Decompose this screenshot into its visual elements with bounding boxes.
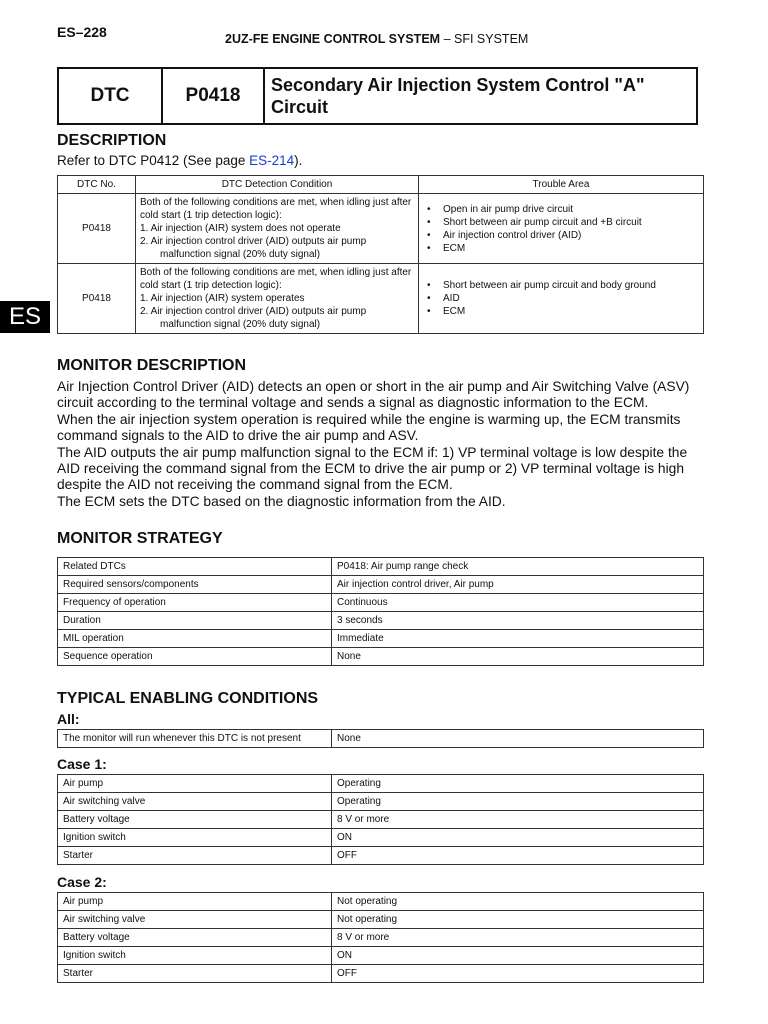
condition-value: Operating <box>332 793 704 811</box>
table-row <box>58 594 704 612</box>
table-row <box>58 911 704 929</box>
description-reference <box>57 153 302 168</box>
strategy-key: Related DTCs <box>58 558 332 576</box>
enabling-conditions-heading: TYPICAL ENABLING CONDITIONS <box>57 690 319 707</box>
strategy-value: Air injection control driver, Air pump <box>332 576 704 594</box>
strategy-value: Immediate <box>332 630 704 648</box>
condition-intro: Both of the following conditions are met, when idling just after cold start (1 trip detection logic): <box>140 267 412 291</box>
strategy-key: Frequency of operation <box>58 594 332 612</box>
dtc-title-box <box>57 67 698 125</box>
reference-suffix: ). <box>294 153 303 168</box>
trouble-area-item: • Open in air pump drive circuit <box>425 203 699 216</box>
table-header-row <box>58 176 704 194</box>
strategy-value: 3 seconds <box>332 612 704 630</box>
condition-value: Not operating <box>332 911 704 929</box>
trouble-area-cell <box>419 194 704 264</box>
table-row <box>58 648 704 666</box>
trouble-area-item: • Short between air pump circuit and body ground <box>425 279 699 292</box>
trouble-area-item: • ECM <box>425 242 699 255</box>
paragraph: Air Injection Control Driver (AID) detects an open or short in the air pump and Air Switching Valve (ASV) circuit according to the terminal voltage and sends a signal as diagnostic information to the ECM. <box>57 379 690 411</box>
strategy-key: Sequence operation <box>58 648 332 666</box>
all-label: All: <box>57 711 80 727</box>
condition-key: Battery voltage <box>58 929 332 947</box>
condition-intro: Both of the following conditions are met, when idling just after cold start (1 trip detection logic): <box>140 197 412 221</box>
condition-item: 2. Air injection control driver (AID) outputs air pump malfunction signal (20% duty signal) <box>140 306 367 330</box>
trouble-area-item: • Air injection control driver (AID) <box>425 229 699 242</box>
trouble-area-item: • Short between air pump circuit and +B circuit <box>425 216 699 229</box>
condition-key: Air switching valve <box>58 911 332 929</box>
table-row <box>58 929 704 947</box>
condition-item: 1. Air injection (AIR) system operates <box>140 293 305 304</box>
condition-value: 8 V or more <box>332 811 704 829</box>
strategy-key: MIL operation <box>58 630 332 648</box>
table-row <box>58 576 704 594</box>
col-detection-condition: DTC Detection Condition <box>136 176 419 194</box>
condition-key: Air switching valve <box>58 793 332 811</box>
monitor-description-heading: MONITOR DESCRIPTION <box>57 357 247 374</box>
dtc-code-cell: P0418 <box>58 194 136 264</box>
enabling-all-table <box>57 729 704 748</box>
condition-key: Air pump <box>58 775 332 793</box>
condition-value: Operating <box>332 775 704 793</box>
monitor-strategy-table <box>57 557 704 666</box>
table-row <box>58 730 704 748</box>
table-row <box>58 965 704 983</box>
condition-key: Ignition switch <box>58 829 332 847</box>
monitor-strategy-heading: MONITOR STRATEGY <box>57 530 223 547</box>
col-dtc-no: DTC No. <box>58 176 136 194</box>
condition-key: The monitor will run whenever this DTC is not present <box>58 730 332 748</box>
strategy-key: Required sensors/components <box>58 576 332 594</box>
condition-value: ON <box>332 947 704 965</box>
strategy-value: Continuous <box>332 594 704 612</box>
reference-link[interactable]: ES-214 <box>249 153 295 168</box>
table-row <box>58 630 704 648</box>
condition-key: Starter <box>58 965 332 983</box>
table-row <box>58 194 704 264</box>
page-number: ES–228 <box>57 24 107 40</box>
case2-label: Case 2: <box>57 874 107 890</box>
paragraph: When the air injection system operation is required while the engine is warming up, the ECM transmits command signals to the AID to drive the air pump and ASV. <box>57 411 681 444</box>
condition-cell <box>136 194 419 264</box>
trouble-area-item: • ECM <box>425 305 699 318</box>
description-heading: DESCRIPTION <box>57 132 167 149</box>
trouble-area-cell <box>419 264 704 334</box>
dtc-detection-table <box>57 175 704 334</box>
table-row <box>58 893 704 911</box>
trouble-area-item: • AID <box>425 292 699 305</box>
header-subsystem: SFI SYSTEM <box>454 32 529 46</box>
table-row <box>58 847 704 865</box>
table-row <box>58 811 704 829</box>
condition-value: OFF <box>332 965 704 983</box>
condition-value: None <box>332 730 704 748</box>
col-trouble-area: Trouble Area <box>419 176 704 194</box>
strategy-value: None <box>332 648 704 666</box>
dtc-code: P0418 <box>163 69 265 123</box>
table-row <box>58 829 704 847</box>
condition-value: OFF <box>332 847 704 865</box>
condition-item: 2. Air injection control driver (AID) outputs air pump malfunction signal (20% duty signal) <box>140 236 367 260</box>
running-header <box>225 32 528 46</box>
header-system-title: 2UZ-FE ENGINE CONTROL SYSTEM <box>225 32 441 46</box>
condition-value: Not operating <box>332 893 704 911</box>
strategy-value: P0418: Air pump range check <box>332 558 704 576</box>
paragraph: The ECM sets the DTC based on the diagnostic information from the AID. <box>57 493 506 509</box>
table-row <box>58 612 704 630</box>
condition-key: Ignition switch <box>58 947 332 965</box>
monitor-description-body <box>57 379 707 510</box>
dtc-name: Secondary Air Injection System Control "A" Circuit <box>271 75 645 117</box>
paragraph: The AID outputs the air pump malfunction signal to the ECM if: 1) VP terminal voltage is low despite the AID receiving the command signal from the ECM to drive the air pump or 2) VP terminal voltage is high despite the AID not receiving the command signal from the ECM. <box>57 444 688 493</box>
condition-key: Battery voltage <box>58 811 332 829</box>
condition-cell <box>136 264 419 334</box>
condition-value: 8 V or more <box>332 929 704 947</box>
case1-label: Case 1: <box>57 756 107 772</box>
condition-key: Starter <box>58 847 332 865</box>
table-row <box>58 558 704 576</box>
table-row <box>58 264 704 334</box>
section-tab: ES <box>0 301 50 333</box>
condition-value: ON <box>332 829 704 847</box>
reference-prefix: Refer to DTC P0412 (See page <box>57 153 250 168</box>
enabling-case1-table <box>57 774 704 865</box>
dtc-label: DTC <box>59 69 163 123</box>
condition-item: 1. Air injection (AIR) system does not operate <box>140 223 341 234</box>
strategy-key: Duration <box>58 612 332 630</box>
header-separator: – <box>443 32 451 46</box>
table-row <box>58 793 704 811</box>
dtc-code-cell: P0418 <box>58 264 136 334</box>
enabling-case2-table <box>57 892 704 983</box>
condition-key: Air pump <box>58 893 332 911</box>
table-row <box>58 947 704 965</box>
table-row <box>58 775 704 793</box>
